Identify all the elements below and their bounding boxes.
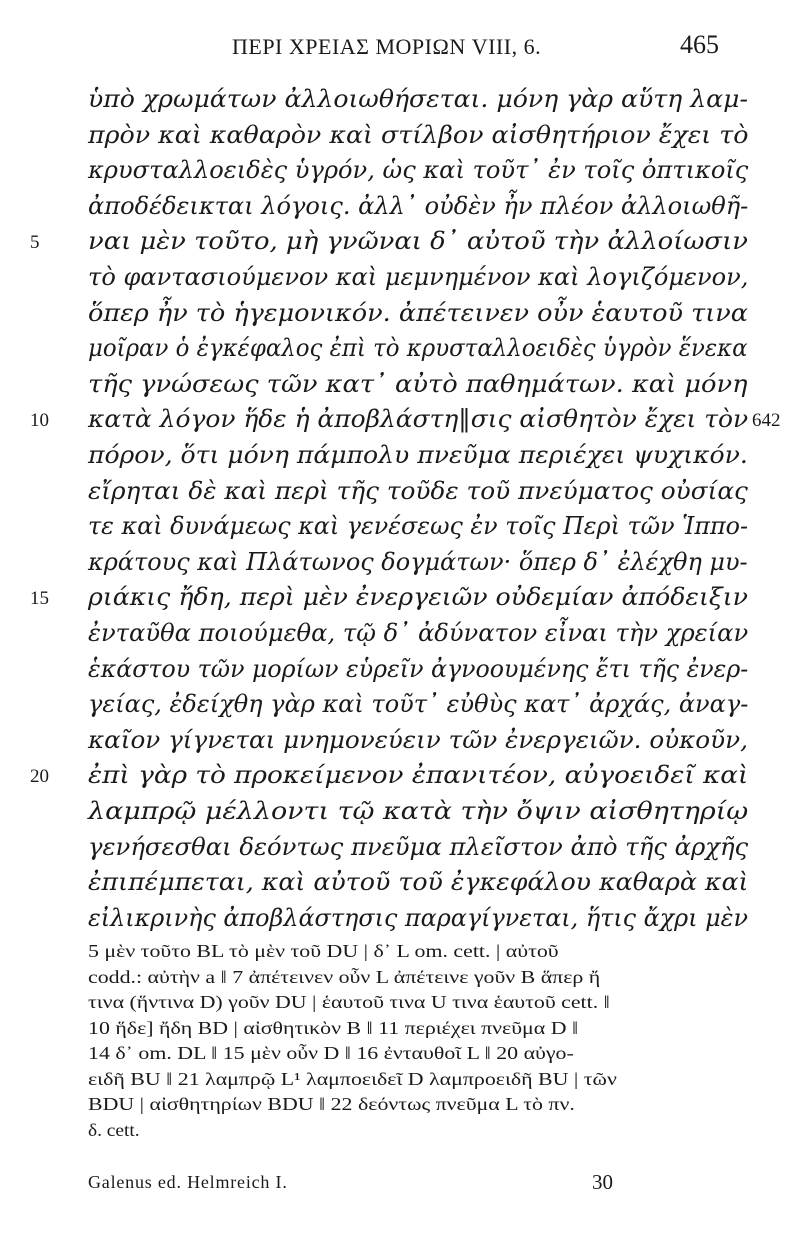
text-line: κατὰ λόγον ἥδε ἡ ἀποβλάστη‖σις αἰσθητὸν ἔχει τὸν [88, 405, 749, 434]
text-line: μοῖραν ὁ ἐγκέφαλος ἐπὶ τὸ κρυσταλλοειδὲς ὑγρὸν ἕνεκα [88, 334, 748, 363]
line-number: 15 [30, 588, 49, 610]
line-number: 20 [30, 766, 49, 788]
text-line: πόρον, ὅτι μόνη πάμπολυ πνεῦμα περιέχει ψυχικόν. [88, 441, 748, 469]
text-line: ναι μὲν τοῦτο, μὴ γνῶναι δ᾽ αὐτοῦ τὴν ἀλλοίωσιν [88, 227, 748, 256]
text-line: ὅπερ ἦν τὸ ἡγεμονικόν. ἀπέτεινεν οὖν ἑαυτοῦ τινα [88, 298, 748, 327]
line-number: 10 [30, 410, 49, 432]
apparatus-line: δ. cett. [88, 1119, 140, 1140]
text-line: ἐπὶ γὰρ τὸ προκείμενον ἐπανιτέον, αὐγοειδεῖ καὶ [88, 761, 749, 790]
text-line: γενήσεσθαι δεόντως πνεῦμα πλεῖστον ἀπὸ τῆς ἀρχῆς [88, 832, 749, 861]
signature-mark: 30 [592, 1170, 613, 1194]
text-line: ὑπὸ χρωμάτων ἀλλοιωθήσεται. μόνη γὰρ αὕτη λαμ- [88, 85, 748, 113]
text-line: τὸ φαντασιούμενον καὶ μεμνημένον καὶ λογιζόμενον, [88, 263, 749, 291]
text-line: ἐνταῦθα ποιούμεθα, τῷ δ᾽ ἀδύνατον εἶναι τὴν χρείαν [88, 619, 749, 647]
apparatus-line: 10 ἥδε] ἤδη BD | αἰσθητικὸν B ‖ 11 περιέχει πνεῦμα D ‖ [88, 1017, 579, 1038]
text-line: τῆς γνώσεως τῶν κατ᾽ αὐτὸ παθημάτων. καὶ μόνη [88, 369, 748, 398]
text-line: καῖον γίγνεται μνημονεύειν τῶν ἐνεργειῶν. οὐκοῦν, [88, 725, 748, 754]
text-line: ἑκάστου τῶν μορίων εὑρεῖν ἀγνοουμένης ἔτι τῆς ἐνερ- [88, 654, 749, 683]
text-line: κράτους καὶ Πλάτωνος δογμάτων· ὅπερ δ᾽ ἐλέχθη μυ- [88, 547, 748, 576]
apparatus-line: 5 μὲν τοῦτο BL τὸ μὲν τοῦ DU | δ᾽ L om. cett. | αὐτοῦ [88, 941, 559, 961]
text-line: ἐπιπέμπεται, καὶ αὐτοῦ τοῦ ἐγκεφάλου καθαρὰ καὶ [88, 868, 749, 897]
text-line: ριάκις ἤδη, περὶ μὲν ἐνεργειῶν οὐδεμίαν ἀπόδειξιν [88, 583, 748, 612]
edition-footer: Galenus ed. Helmreich I. [88, 1172, 288, 1192]
apparatus-line: τινα (ἥντινα D) γοῦν DU | ἑαυτοῦ τινα U τινα ἑαυτοῦ cett. ‖ [88, 992, 610, 1012]
line-number: 5 [30, 232, 40, 254]
apparatus-line: BDU | αἰσθητηρίων BDU ‖ 22 δεόντως πνεῦμα L τὸ πν. [88, 1094, 575, 1114]
text-line: πρὸν καὶ καθαρὸν καὶ στίλβον αἰσθητήριον ἔχει τὸ [88, 120, 749, 149]
apparatus-line: codd.: αὐτὴν a ‖ 7 ἀπέτεινεν οὖν L ἀπέτεινε γοῦν B ἅπερ ἤ [88, 966, 601, 987]
text-line: κρυσταλλοειδὲς ὑγρόν, ὡς καὶ τοῦτ᾽ ἐν τοῖς ὀπτικοῖς [88, 156, 749, 185]
text-line: γείας, ἐδείχθη γὰρ καὶ τοῦτ᾽ εὐθὺς κατ᾽ ἀρχάς, ἀναγ- [88, 690, 749, 719]
running-head-title: ΠΕΡΙ ΧΡΕΙΑΣ ΜΟΡΙΩΝ VIII, 6. [232, 34, 542, 59]
text-line: τε καὶ δυνάμεως καὶ γενέσεως ἐν τοῖς Περὶ τῶν Ἱππο- [88, 512, 749, 541]
text-line: εἰλικρινὴς ἀποβλάστησις παραγίγνεται, ἥτις ἄχρι μὲν [88, 903, 748, 932]
apparatus-line: ειδῆ BU ‖ 21 λαμπρῷ L¹ λαμποειδεῖ D λαμπροειδῆ BU | τῶν [88, 1068, 617, 1089]
apparatus-line: 14 δ᾽ om. DL ‖ 15 μὲν οὖν D ‖ 16 ἐνταυθοῖ L ‖ 20 αὐγο- [88, 1043, 574, 1063]
text-line: εἴρηται δὲ καὶ περὶ τῆς τοῦδε τοῦ πνεύματος οὐσίας [88, 476, 748, 505]
page-number: 465 [680, 30, 719, 59]
text-line: λαμπρῷ μέλλοντι τῷ κατὰ τὴν ὄψιν αἰσθητηρίῳ [88, 797, 749, 825]
margin-page-reference: 642 [752, 410, 781, 432]
text-line: ἀποδέδεικται λόγοις. ἀλλ᾽ οὐδὲν ἦν πλέον ἀλλοιωθῆ- [88, 191, 749, 220]
